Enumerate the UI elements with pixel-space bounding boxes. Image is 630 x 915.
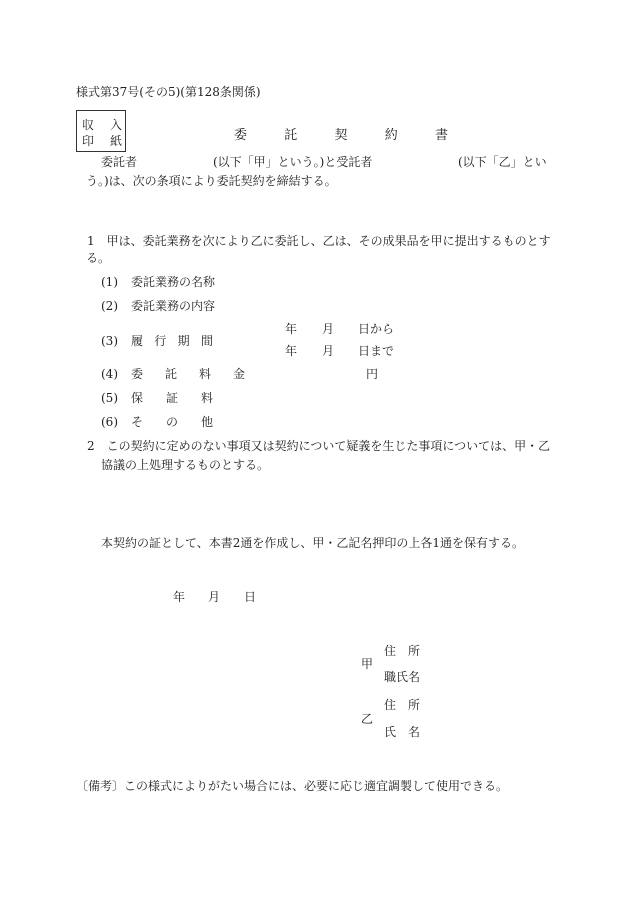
party-otsu-name-label [384, 724, 420, 740]
form-number: 様式第37号(その5)(第128条関係) [76, 85, 261, 99]
label-char: そ [131, 415, 144, 429]
intro-otsu-definition: (以下「乙」とい [458, 155, 547, 169]
proof-statement: 本契約の証として、本書2通を作成し、甲・乙記名押印の上各1通を保有する。 [101, 536, 525, 550]
revenue-stamp-box [76, 110, 126, 152]
item-label-other [131, 414, 213, 430]
article-1-line-2: る。 [86, 251, 111, 265]
article-2-line-2: 協議の上処理するものとする。 [101, 458, 270, 472]
party-otsu-mark: 乙 [361, 712, 374, 726]
item-number: (6) [101, 415, 118, 429]
stamp-line-1 [82, 116, 122, 133]
intro-ko-definition: (以下「甲」という。)と受託者 [213, 155, 373, 169]
item-number: (4) [101, 367, 118, 381]
label-char: 期 [177, 334, 190, 348]
item-number: (1) [101, 275, 118, 289]
stamp-char: 紙 [109, 134, 122, 148]
period-to-month: 月 [322, 344, 335, 358]
stamp-char: 入 [109, 118, 122, 132]
item-label-period [131, 333, 213, 349]
date-day: 日 [244, 590, 257, 604]
date-month: 月 [208, 590, 221, 604]
label-char: 他 [200, 415, 213, 429]
item-label-guarantee [131, 390, 213, 406]
item-number: (5) [101, 391, 118, 405]
period-from-day: 日から [358, 322, 395, 336]
party-otsu-address-label [384, 697, 420, 713]
stamp-char: 収 [82, 118, 95, 132]
fee-unit: 円 [366, 367, 379, 381]
period-to-year: 年 [285, 344, 298, 358]
intro-line-2: う。)は、次の条項により委託契約を締結する。 [86, 174, 337, 188]
remark: 〔備考〕この様式によりがたい場合には、必要に応じ適宜調製して使用できる。 [76, 779, 509, 793]
label-char: 証 [165, 391, 178, 405]
label-char: 行 [154, 334, 167, 348]
label-char: 保 [131, 391, 144, 405]
period-to-day: 日まで [358, 344, 395, 358]
label-char: 住 [384, 644, 397, 658]
item-label-task-name: 委託業務の名称 [131, 275, 216, 289]
stamp-line-2 [82, 132, 122, 149]
title-char: 契 [334, 128, 348, 143]
article-1-line-1: 1 甲は、委託業務を次により乙に委託し、乙は、その成果品を甲に提出するものとす [87, 234, 551, 248]
item-number: (2) [101, 299, 118, 313]
period-from-year: 年 [285, 322, 298, 336]
label-char: の [165, 415, 178, 429]
party-ko-address-label [384, 643, 420, 659]
label-char: 所 [407, 644, 420, 658]
period-from-month: 月 [322, 322, 335, 336]
label-char: 名 [407, 725, 420, 739]
title-char: 託 [284, 128, 298, 143]
item-label-fee [131, 366, 245, 382]
article-2-line-1: 2 この契約に定めのない事項又は契約について疑義を生じた事項については、甲・乙 [87, 439, 551, 453]
intro-consignor: 委託者 [101, 155, 138, 169]
label-char: 履 [131, 334, 144, 348]
label-char: 所 [407, 698, 420, 712]
party-ko-mark: 甲 [361, 657, 374, 671]
party-ko-name-label: 職氏名 [384, 670, 421, 684]
stamp-char: 印 [82, 134, 95, 148]
label-char: 氏 [384, 725, 397, 739]
item-label-task-content: 委託業務の内容 [131, 299, 216, 313]
item-number: (3) [101, 334, 118, 348]
date-year: 年 [173, 590, 186, 604]
label-char: 託 [164, 367, 177, 381]
document-title [234, 124, 448, 143]
label-char: 住 [384, 698, 397, 712]
label-char: 間 [200, 334, 213, 348]
label-char: 委 [131, 367, 144, 381]
title-char: 約 [384, 128, 398, 143]
title-char: 書 [434, 128, 448, 143]
title-char: 委 [234, 128, 248, 143]
label-char: 料 [200, 391, 213, 405]
label-char: 金 [232, 367, 245, 381]
label-char: 料 [198, 367, 211, 381]
